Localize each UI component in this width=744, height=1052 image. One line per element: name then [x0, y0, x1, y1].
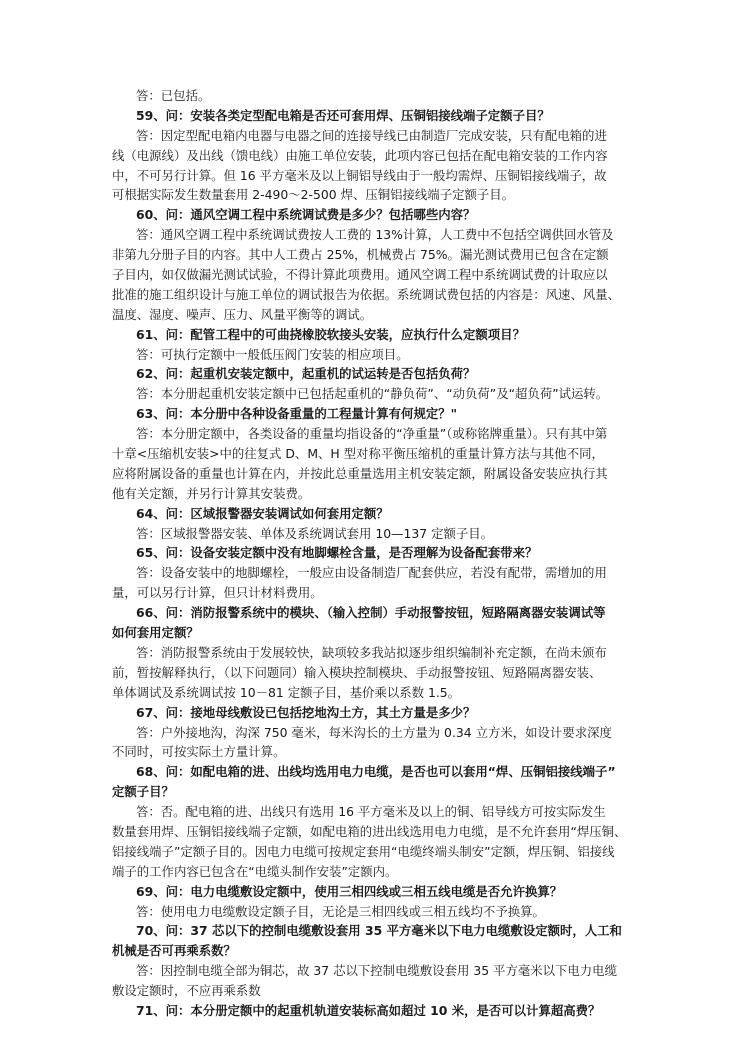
answer-line-continued: 应将附属设备的重量也计算在内，并按此总重量选用主机安装定额，附属设备安装应执行其	[112, 465, 608, 481]
answer-line-continued: 可根据实际发生数量套用 2-490～2-500 焊、压铜铝接线端子定额子目。	[112, 187, 515, 203]
answer-line-continued: 前，暂按解释执行，（以下问题同）输入模块控制模块、手动报警按钮、短路隔离器安装、	[112, 664, 602, 680]
answer-line: 答：已包括。	[136, 88, 211, 103]
answer-line-continued: 单体调试及系统调试按 10－81 定额子目，基价乘以系数 1.5。	[112, 684, 461, 700]
question-line: 65、问：设备安装定额中没有地脚螺栓含量，是否理解为设备配套带来？	[136, 545, 538, 561]
answer-line-continued: 敷设定额时，不应再乘系数	[112, 983, 261, 999]
question-line-continued: 机械是否可再乘系数？	[112, 943, 236, 959]
answer-line-continued: 批准的施工组织设计与施工单位的调试报告为依据。系统调试费包括的内容是：风速、风量、	[112, 286, 621, 302]
answer-line: 答：因控制电缆全部为铜芯，故 37 芯以下控制电缆敷设套用 35 平方毫米以下电力电缆	[136, 963, 617, 979]
answer-line-continued: 不同时，可按实际土方量计算。	[112, 744, 286, 760]
answer-line: 答：通风空调工程中系统调试费按人工费的 13%计算，人工费中不包括空调供回水管及	[136, 227, 614, 243]
answer-line: 答：使用电力电缆敷设定额子目，无论是三相四线或三相五线均不予换算。	[136, 903, 545, 919]
answer-line-continued: 子目内，如仅做漏光测试试验，不得计算此项费用。通风空调工程中系统调试费的计取应以	[112, 267, 608, 283]
answer-line-continued: 中，不可另行计算。但 16 平方毫米及以上铜铝导线由于一般均需焊、压铜铝接线端子，故	[112, 167, 607, 183]
answer-line: 答：区域报警器安装、单体及系统调试套用 10—137 定额子目。	[136, 525, 494, 541]
question-line: 71、问：本分册定额中的起重机轨道安装标高如超过 10 米，是否可以计算超高费？	[136, 1002, 601, 1018]
question-line: 61、问：配管工程中的可曲挠橡胶软接头安装，应执行什么定额项目？	[136, 326, 525, 342]
question-line: 60、问：通风空调工程中系统调试费是多少？包括哪些内容？	[136, 207, 476, 223]
question-line-continued: 定额子目？	[112, 784, 174, 800]
question-line: 70、问：37 芯以下的控制电缆敷设套用 35 平方毫米以下电力电缆敷设定额时，人工和	[136, 923, 622, 939]
answer-line-continued: 温度、湿度、噪声、压力、风量平衡等的调试。	[112, 306, 373, 322]
question-line: 59、问：安装各类定型配电箱是否还可套用焊、压铜铝接线端子定额子目？	[136, 107, 550, 123]
question-line-continued: 如何套用定额？	[112, 625, 199, 641]
answer-line-continued: 端子的工作内容已包含在“电缆头制作安装”定额内。	[112, 863, 398, 879]
answer-line: 答：本分册定额中，各类设备的重量均指设备的“净重量”（或称铭牌重量）。只有其中第	[136, 426, 608, 442]
answer-line-continued: 非第九分册子目的内容。其中人工费占 25%，机械费占 75%。漏光测试费用已包含在定额	[112, 247, 609, 263]
answer-line: 答：可执行定额中一般低压阀门安装的相应项目。	[136, 346, 409, 362]
answer-line: 答：否。配电箱的进、出线只有选用 16 平方毫米及以上的铜、铝导线方可按实际发生	[136, 804, 606, 820]
question-line: 63、问：本分册中各种设备重量的工程量计算有何规定？"	[136, 406, 458, 422]
answer-line: 答：本分册起重机安装定额中已包括起重机的“静负荷”、“动负荷”及“超负荷”试运转。	[136, 386, 609, 402]
answer-line: 答：消防报警系统由于发展较快，缺项较多我站拟逐步组织编制补充定额，在尚未颁布	[136, 644, 607, 660]
question-line: 64、问：区域报警器安装调试如何套用定额？	[136, 505, 389, 521]
question-line: 67、问：接地母线敷设已包括挖地沟土方，其土方量是多少？	[136, 704, 476, 720]
question-line: 66、问：消防报警系统中的模块、（输入控制）手动报警按钮，短路隔离器安装调试等	[136, 605, 606, 621]
answer-line: 答：户外接地沟，沟深 750 毫米，每米沟长的土方量为 0.34 立方米，如设计要求深度	[136, 724, 612, 740]
answer-line-continued: 量，可以另行计算，但只计材料费用。	[112, 585, 323, 601]
document-body	[112, 86, 642, 1021]
answer-line-continued: 线（电源线）及出线（馈电线）由施工单位安装，此项内容已包括在配电箱安装的工作内容	[112, 147, 608, 163]
question-line: 68、问：如配电箱的进、出线均选用电力电缆，是否也可以套用“焊、压铜铝接线端子”	[136, 764, 616, 780]
question-line: 69、问：电力电缆敷设定额中，使用三相四线或三相五线电缆是否允许换算？	[136, 883, 563, 899]
answer-line-continued: 十章<压缩机安装>中的往复式 D、M、H 型对称平衡压缩机的重量计算方法与其他不同，	[112, 446, 604, 462]
answer-line-continued: 数量套用焊、压铜铝接线端子定额，如配电箱的进出线选用电力电缆，是不允许套用“焊压铜、	[112, 823, 627, 839]
answer-line-continued: 他有关定额，并另行计算其安装费。	[112, 485, 311, 501]
answer-line: 答：设备安装中的地脚螺栓，一般应由设备制造厂配套供应，若没有配带，需增加的用	[136, 565, 607, 581]
answer-line: 答：因定型配电箱内电器与电器之间的连接导线已由制造厂完成安装，只有配电箱的进	[136, 127, 607, 143]
answer-line-continued: 铝接线端子”定额子目的。因电力电缆可按规定套用“电缆终端头制安”定额，焊压铜、铝接线	[112, 843, 615, 859]
question-line: 62、问：起重机安装定额中，起重机的试运转是否包括负荷？	[136, 366, 476, 382]
